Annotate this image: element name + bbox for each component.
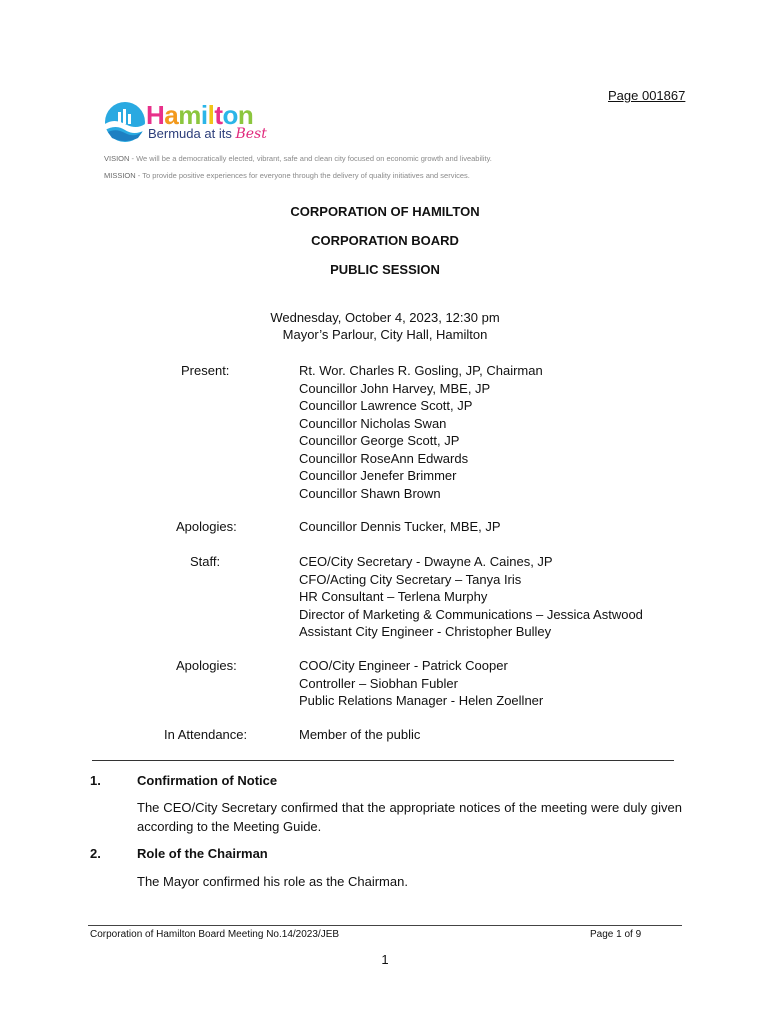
logo-letter: i — [200, 100, 208, 130]
list-item: COO/City Engineer - Patrick Cooper — [299, 658, 508, 673]
staff-label: Staff: — [190, 554, 221, 569]
list-item: Councillor Nicholas Swan — [299, 415, 447, 431]
logo-emblem-icon — [104, 100, 148, 144]
mission-label: MISSION — [104, 171, 136, 180]
list-item: Councillor George Scott, JP — [299, 433, 460, 448]
title-line-2: CORPORATION BOARD — [311, 233, 459, 248]
list-item: Councillor Lawrence Scott, JP — [299, 398, 473, 413]
list-item: Public Relations Manager - Helen Zoellner — [299, 693, 544, 708]
staff-apologies-label: Apologies: — [176, 658, 237, 673]
list-item: Councillor Jenefer Brimmer — [299, 468, 457, 483]
list-item: Councillor RoseAnn Edwards — [299, 450, 469, 466]
list-item: HR Consultant – Terlena Murphy — [299, 589, 488, 604]
logo-letter: t — [214, 100, 223, 130]
list-item: Councillor John Harvey, MBE, JP — [299, 380, 491, 396]
title-line-3: PUBLIC SESSION — [330, 262, 440, 277]
logo-letter: n — [237, 100, 254, 130]
list-item: CFO/Acting City Secretary – Tanya Iris — [299, 571, 522, 587]
section-divider — [92, 760, 674, 761]
page-reference: Page 001867 — [608, 88, 686, 103]
section-text: The CEO/City Secretary confirmed that the appropriate notices of the meeting were duly given according to the Meeting Guide. — [137, 800, 682, 834]
page-number: 1 — [381, 952, 389, 967]
section-title: Confirmation of Notice — [137, 773, 278, 788]
list-item: Councillor Dennis Tucker, MBE, JP — [299, 519, 501, 534]
apologies-label: Apologies: — [176, 519, 237, 534]
present-label: Present: — [181, 363, 230, 378]
logo-tagline — [148, 126, 267, 142]
in-attendance-list — [299, 726, 420, 744]
vision-label: VISION — [104, 154, 130, 163]
list-item: Member of the public — [299, 727, 421, 742]
logo-letter: o — [222, 100, 238, 130]
meeting-date: Wednesday, October 4, 2023, 12:30 pm — [270, 310, 500, 325]
staff-list — [299, 553, 643, 641]
list-item: CEO/City Secretary - Dwayne A. Caines, JP — [299, 554, 553, 569]
staff-apologies-list — [299, 657, 543, 710]
section-text: The Mayor confirmed his role as the Chairman. — [137, 874, 408, 889]
mission-statement — [104, 171, 470, 180]
logo-letter: a — [164, 100, 179, 130]
apologies-list — [299, 518, 501, 536]
logo-letter: l — [207, 100, 215, 130]
section-title: Role of the Chairman — [137, 846, 268, 861]
logo-tagline-accent: Best — [235, 126, 267, 142]
list-item: Councillor Shawn Brown — [299, 485, 441, 501]
meeting-place: Mayor’s Parlour, City Hall, Hamilton — [282, 327, 488, 342]
footer-page-count: Page 1 of 9 — [590, 929, 642, 940]
footer-divider — [88, 925, 682, 926]
list-item: Rt. Wor. Charles R. Gosling, JP, Chairman — [299, 363, 543, 378]
section-number: 2. — [90, 846, 101, 861]
logo-letter: m — [178, 100, 201, 130]
present-list — [299, 362, 543, 502]
list-item: Assistant City Engineer - Christopher Bulley — [299, 624, 552, 639]
vision-statement — [104, 154, 492, 163]
vision-text: - We will be a democratically elected, vibrant, safe and clean city focused on economic growth and liveability. — [129, 154, 492, 163]
mission-text: - To provide positive experiences for everyone through the delivery of quality initiatives and services. — [135, 171, 470, 180]
logo-letter: H — [146, 100, 165, 130]
title-line-1: CORPORATION OF HAMILTON — [290, 204, 480, 219]
footer-meeting-ref: Corporation of Hamilton Board Meeting No.14/2023/JEB — [90, 929, 340, 940]
logo-tagline-text: Bermuda at its — [148, 126, 232, 141]
in-attendance-label: In Attendance: — [164, 727, 248, 742]
list-item: Controller – Siobhan Fubler — [299, 675, 458, 691]
list-item: Director of Marketing & Communications – Jessica Astwood — [299, 606, 643, 622]
section-number: 1. — [90, 773, 101, 788]
